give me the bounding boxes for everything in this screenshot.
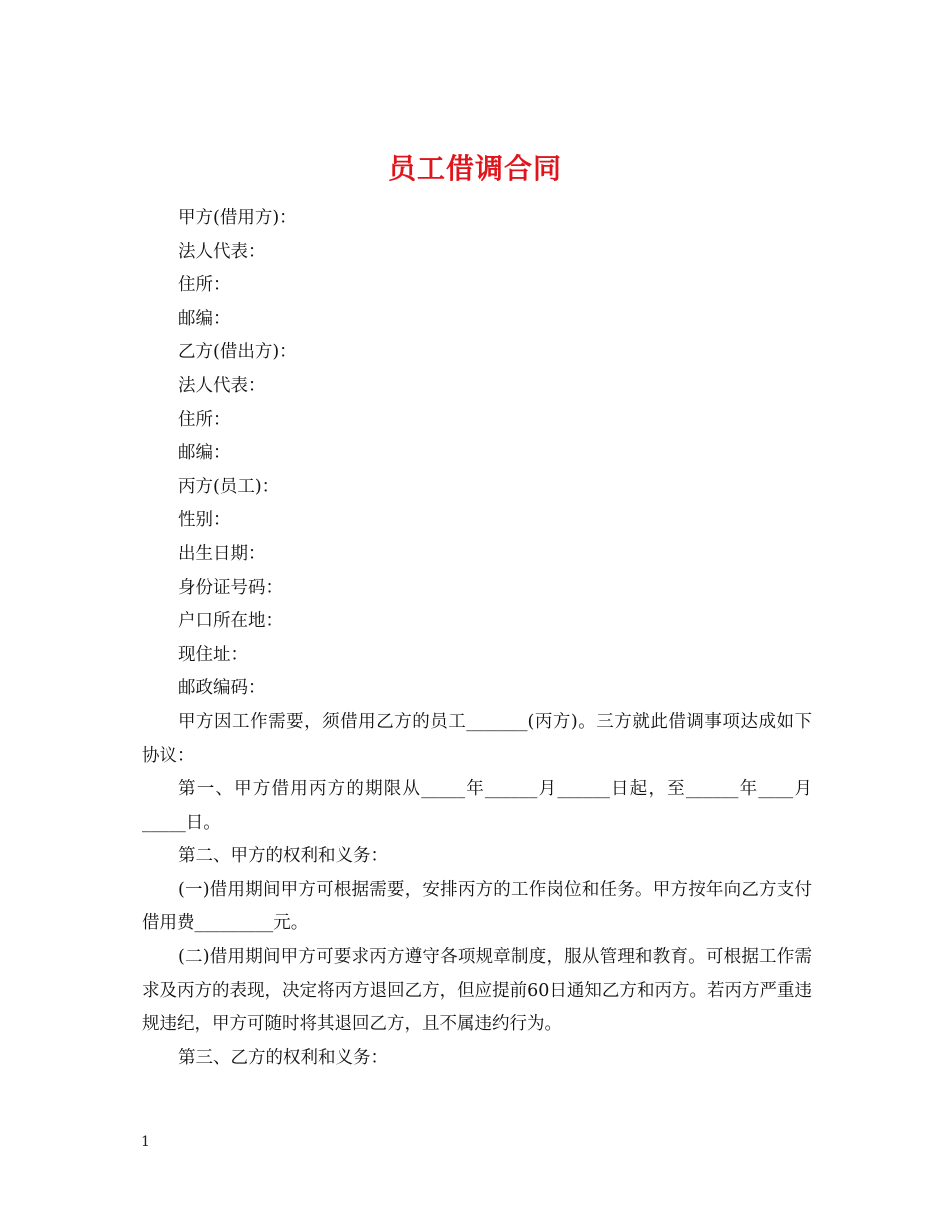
party-b-line: 乙方(借出方)： <box>178 342 297 363</box>
document-title: 员工借调合同 <box>387 151 562 185</box>
party-a-line: 甲方(借用方)： <box>178 208 297 228</box>
intro-paragraph: 甲方因工作需要，须借用乙方的员工_______(丙方)。三方就此借调事项达成如下协议： <box>142 711 812 766</box>
article-2-heading: 第二、甲方的权利和义务： <box>178 846 388 867</box>
party-b-postcode-line: 邮编： <box>178 443 231 464</box>
household-registration-line: 户口所在地： <box>178 611 283 632</box>
current-address-line: 现住址： <box>178 644 248 665</box>
party-a-postcode-line: 邮编： <box>178 308 231 329</box>
article-3-heading: 第三、乙方的权利和义务： <box>178 1047 388 1068</box>
article-1-paragraph: 第一、甲方借用丙方的期限从_____年______月______日起，至______年____月_____日。 <box>142 779 812 833</box>
document-body <box>142 202 812 1075</box>
party-c-line: 丙方(员工)： <box>178 476 280 497</box>
article-2-clause-2: (二)借用期间甲方可要求丙方遵守各项规章制度，服从管理和教育。可根据工作需求及丙方的表现，决定将丙方退回乙方，但应提前60日通知乙方和丙方。若丙方严重违规违纪，甲方可随时将其退回乙方，且不属违约行为。 <box>142 947 812 1035</box>
page-number: 1 <box>141 1134 150 1150</box>
birth-date-line: 出生日期： <box>178 543 266 564</box>
party-b-legal-rep-line: 法人代表： <box>178 375 266 396</box>
party-a-address-line: 住所： <box>178 275 231 296</box>
article-2-clause-1: (一)借用期间甲方可根据需要，安排丙方的工作岗位和任务。甲方按年向乙方支付借用费_________元。 <box>142 879 812 934</box>
party-b-address-line: 住所： <box>178 409 231 430</box>
gender-line: 性别： <box>178 510 231 531</box>
id-number-line: 身份证号码： <box>178 577 283 598</box>
postal-code-line: 邮政编码： <box>178 678 266 699</box>
party-a-legal-rep-line: 法人代表： <box>178 241 266 262</box>
